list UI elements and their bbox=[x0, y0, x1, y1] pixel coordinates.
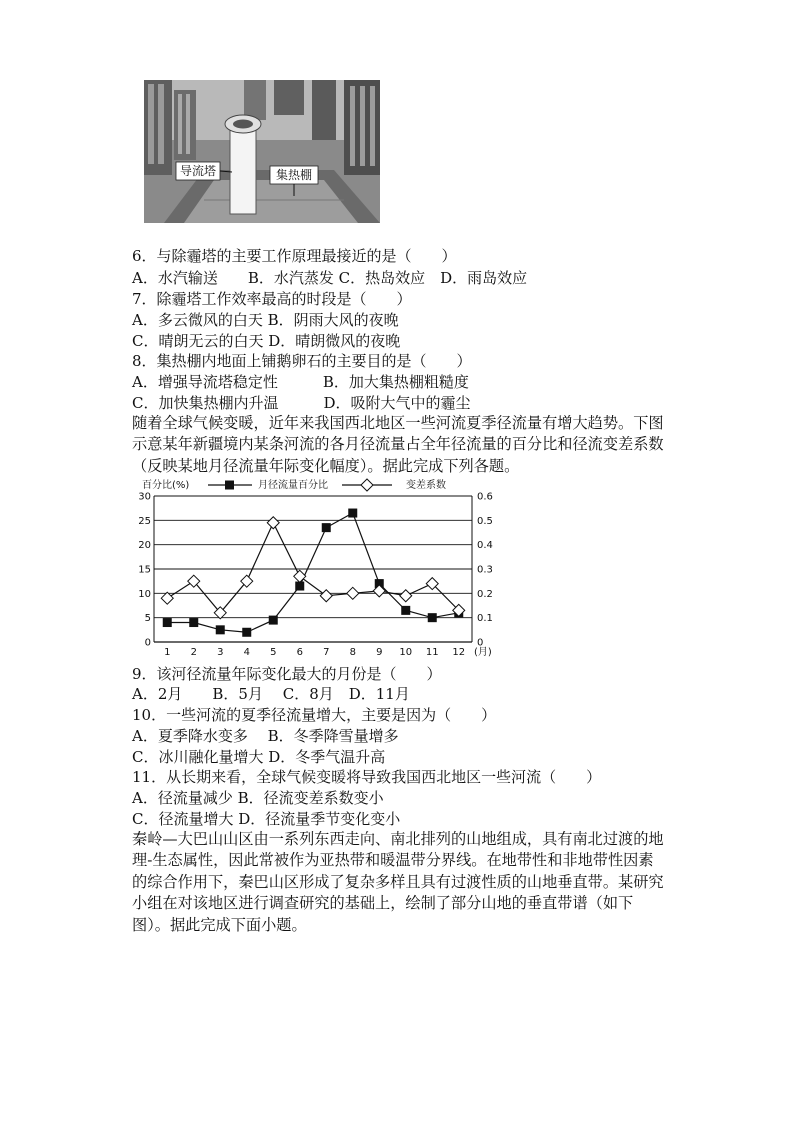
left-axis-tick-label: 0 bbox=[144, 637, 151, 649]
x-tick-label: 5 bbox=[270, 647, 277, 658]
right-axis-tick-label: 0.4 bbox=[477, 540, 493, 552]
runoff-point-month-10 bbox=[401, 606, 410, 615]
q11-stem: 11．从长期来看，全球气候变暖将导致我国西北地区一些河流（ ） bbox=[132, 768, 602, 786]
left-axis-tick-label: 25 bbox=[138, 515, 151, 527]
q6-stem: 6．与除霾塔的主要工作原理最接近的是（ ） bbox=[132, 247, 457, 265]
right-axis-tick-label: 0.3 bbox=[477, 564, 493, 576]
legend-square-marker bbox=[225, 481, 234, 490]
right-axis-tick-label: 0.1 bbox=[477, 613, 493, 625]
q6-options: A．水汽输送 B．水汽蒸发 C．热岛效应 D．雨岛效应 bbox=[132, 269, 528, 287]
x-tick-label: 11 bbox=[425, 647, 439, 658]
variation-point-month-1 bbox=[161, 592, 173, 604]
runoff-point-month-8 bbox=[348, 509, 357, 518]
runoff-point-month-7 bbox=[322, 523, 331, 532]
q10-options-cd: C．冰川融化量增大 D．冬季气温升高 bbox=[132, 748, 386, 766]
x-tick-label: 7 bbox=[323, 647, 330, 658]
q7-options-ab: A．多云微风的白天 B．阴雨大风的夜晚 bbox=[132, 311, 399, 329]
x-tick-label: 10 bbox=[399, 647, 413, 658]
x-tick-label: 12 bbox=[452, 647, 466, 658]
x-tick-label: 3 bbox=[217, 647, 224, 658]
left-axis-tick-label: 15 bbox=[138, 564, 151, 576]
intro-river-paragraph: 随着全球气候变暖，近年来我国西北地区一些河流夏季径流量有增大趋势。下图示意某年新疆境内某条河流的各月径流量占全年径流量的百分比和径流变差系数（反映某地月径流量年际变化幅度）。据此完成下列各题。 bbox=[132, 414, 664, 475]
variation-point-month-7 bbox=[320, 590, 332, 602]
x-tick-label: 9 bbox=[376, 647, 383, 658]
runoff-series-line bbox=[167, 513, 459, 632]
x-tick-label: 2 bbox=[190, 647, 197, 658]
runoff-point-month-2 bbox=[189, 618, 198, 627]
runoff-point-month-1 bbox=[163, 618, 172, 627]
left-axis-tick-label: 10 bbox=[138, 588, 151, 600]
runoff-point-month-5 bbox=[269, 616, 278, 625]
x-tick-label: 4 bbox=[243, 647, 250, 658]
left-axis-label: 百分比(%) bbox=[142, 480, 190, 491]
q7-options-cd: C．晴朗无云的白天 D．晴朗微风的夜晚 bbox=[132, 332, 401, 350]
legend-diamond-marker bbox=[361, 479, 373, 491]
left-axis-tick-label: 5 bbox=[144, 613, 151, 625]
runoff-point-month-4 bbox=[242, 628, 251, 637]
variation-point-month-5 bbox=[267, 517, 279, 529]
runoff-point-month-3 bbox=[216, 625, 225, 634]
q8-options-ab: A．增强导流塔稳定性 B．加大集热棚粗糙度 bbox=[132, 373, 469, 391]
q11-options-ab: A．径流量减少 B．径流变差系数变小 bbox=[132, 789, 384, 807]
q8-stem: 8．集热棚内地面上铺鹅卵石的主要目的是（ ） bbox=[132, 352, 472, 370]
x-axis-label: (月) bbox=[474, 647, 492, 658]
smog-tower-photo bbox=[144, 80, 380, 223]
legend-runoff-label: 月径流量百分比 bbox=[258, 480, 328, 491]
x-tick-label: 6 bbox=[296, 647, 303, 658]
q10-stem: 10．一些河流的夏季径流量增大，主要是因为（ ） bbox=[132, 706, 497, 724]
left-axis-tick-label: 30 bbox=[138, 491, 151, 503]
variation-point-month-10 bbox=[400, 590, 412, 602]
tower-label: 导流塔 bbox=[179, 164, 217, 178]
right-axis-tick-label: 0 bbox=[477, 637, 484, 649]
intro-qinba-paragraph: 秦岭—大巴山山区由一系列东西走向、南北排列的山地组成，具有南北过渡的地理-生态属性，因此常被作为亚热带和暖温带分界线。在地带性和非地带性因素的综合作用下，秦巴山区形成了复杂多样且具有过渡性质的山地垂直带。某研究小组在对该地区进行调查研究的基础上，绘制了部分山地的垂直带谱（如下图）。据此完成下面小题。 bbox=[132, 830, 664, 934]
q8-options-cd: C．加快集热棚内升温 D．吸附大气中的霾尘 bbox=[132, 394, 471, 412]
right-axis-tick-label: 0.5 bbox=[477, 515, 493, 527]
runoff-point-month-11 bbox=[428, 613, 437, 622]
left-axis-tick-label: 20 bbox=[138, 540, 151, 552]
runoff-chart bbox=[140, 474, 500, 662]
right-axis-tick-label: 0.6 bbox=[477, 491, 493, 503]
q11-options-cd: C．径流量增大 D．径流量季节变化变小 bbox=[132, 810, 401, 828]
x-tick-label: 1 bbox=[164, 647, 171, 658]
q9-stem: 9．该河径流量年际变化最大的月份是（ ） bbox=[132, 665, 442, 683]
q10-options-ab: A．夏季降水变多 B．冬季降雪量增多 bbox=[132, 727, 399, 745]
variation-point-month-6 bbox=[294, 570, 306, 582]
q7-stem: 7．除霾塔工作效率最高的时段是（ ） bbox=[132, 290, 412, 308]
variation-point-month-8 bbox=[347, 587, 359, 599]
variation-series-line bbox=[167, 523, 459, 613]
legend-variation-label: 变差系数 bbox=[406, 480, 446, 491]
right-axis-tick-label: 0.2 bbox=[477, 588, 493, 600]
q9-options: A．2月 B．5月 C．8月 D．11月 bbox=[132, 685, 410, 703]
x-tick-label: 8 bbox=[349, 647, 356, 658]
shed-label: 集热棚 bbox=[275, 168, 313, 182]
